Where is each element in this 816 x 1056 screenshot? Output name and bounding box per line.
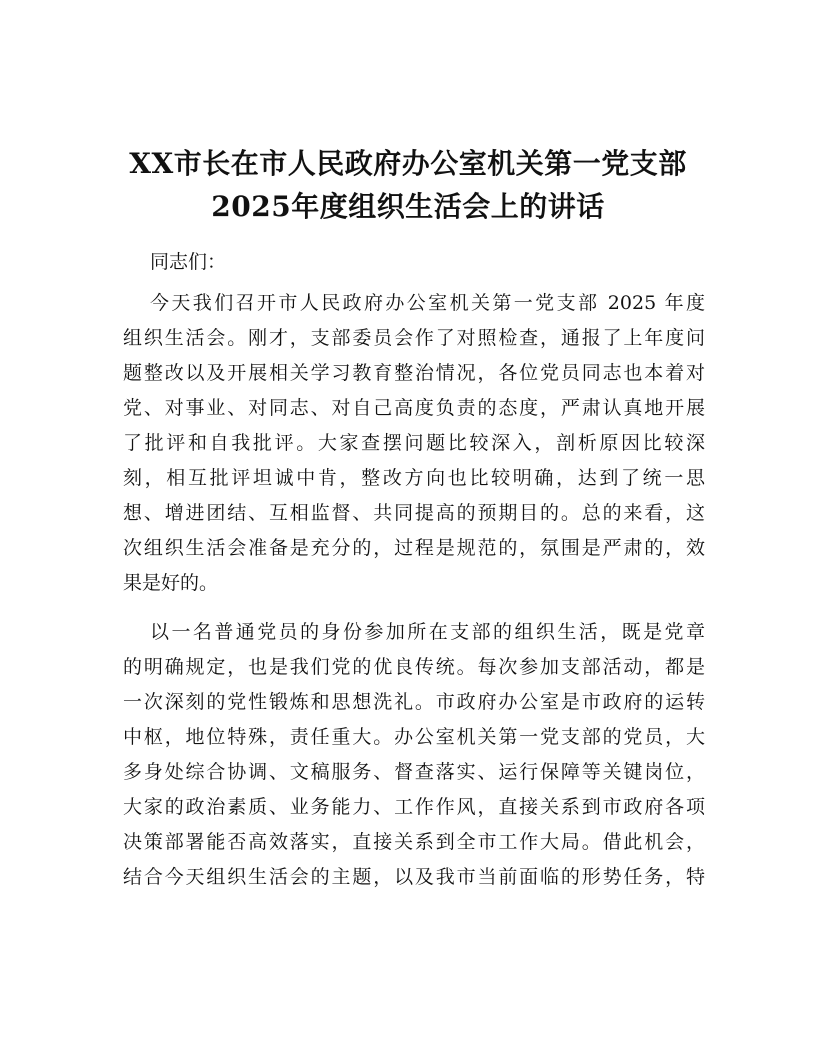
- paragraph-2-line: 大家的政治素质、业务能力、工作作风，直接关系到市政府各项: [123, 796, 705, 818]
- paragraph-2-line: 决策部署能否高效落实，直接关系到全市工作大局。借此机会，: [123, 831, 705, 853]
- paragraph-2-line: 以一名普通党员的身份参加所在支部的组织生活，既是党章: [150, 621, 705, 643]
- paragraph-2-line: 一次深刻的党性锻炼和思想洗礼。市政府办公室是市政府的运转: [123, 691, 705, 713]
- paragraph-1-line: 次组织生活会准备是充分的，过程是规范的，氛围是严肃的，效: [123, 537, 705, 559]
- paragraph-2-line: 中枢，地位特殊，责任重大。办公室机关第一党支部的党员，大: [123, 726, 705, 748]
- paragraph-2-line: 的明确规定，也是我们党的优良传统。每次参加支部活动，都是: [123, 656, 705, 678]
- paragraph-1-line: 党、对事业、对同志、对自己高度负责的态度，严肃认真地开展: [123, 397, 705, 419]
- title-line-1: XX市长在市人民政府办公室机关第一党支部: [129, 147, 687, 180]
- paragraph-2-line: 多身处综合协调、文稿服务、督查落实、运行保障等关键岗位，: [123, 761, 705, 783]
- paragraph-1-line: 刻，相互批评坦诚中肯，整改方向也比较明确，达到了统一思: [123, 467, 705, 489]
- paragraph-1-line: 了批评和自我批评。大家查摆问题比较深入，剖析原因比较深: [123, 432, 705, 454]
- title-line-2: 2025年度组织生活会上的讲话: [211, 190, 605, 223]
- paragraph-1-line: 题整改以及开展相关学习教育整治情况，各位党员同志也本着对: [123, 362, 705, 384]
- salutation: 同志们：: [150, 251, 227, 273]
- paragraph-1-line: 想、增进团结、互相监督、共同提高的预期目的。总的来看，这: [123, 502, 705, 524]
- paragraph-1-line: 今天我们召开市人民政府办公室机关第一党支部 2025 年度: [150, 292, 705, 314]
- paragraph-1-line: 果是好的。: [123, 572, 219, 594]
- paragraph-1-line: 组织生活会。刚才，支部委员会作了对照检查，通报了上年度问: [123, 327, 705, 349]
- paragraph-2-line: 结合今天组织生活会的主题，以及我市当前面临的形势任务，特: [123, 866, 705, 888]
